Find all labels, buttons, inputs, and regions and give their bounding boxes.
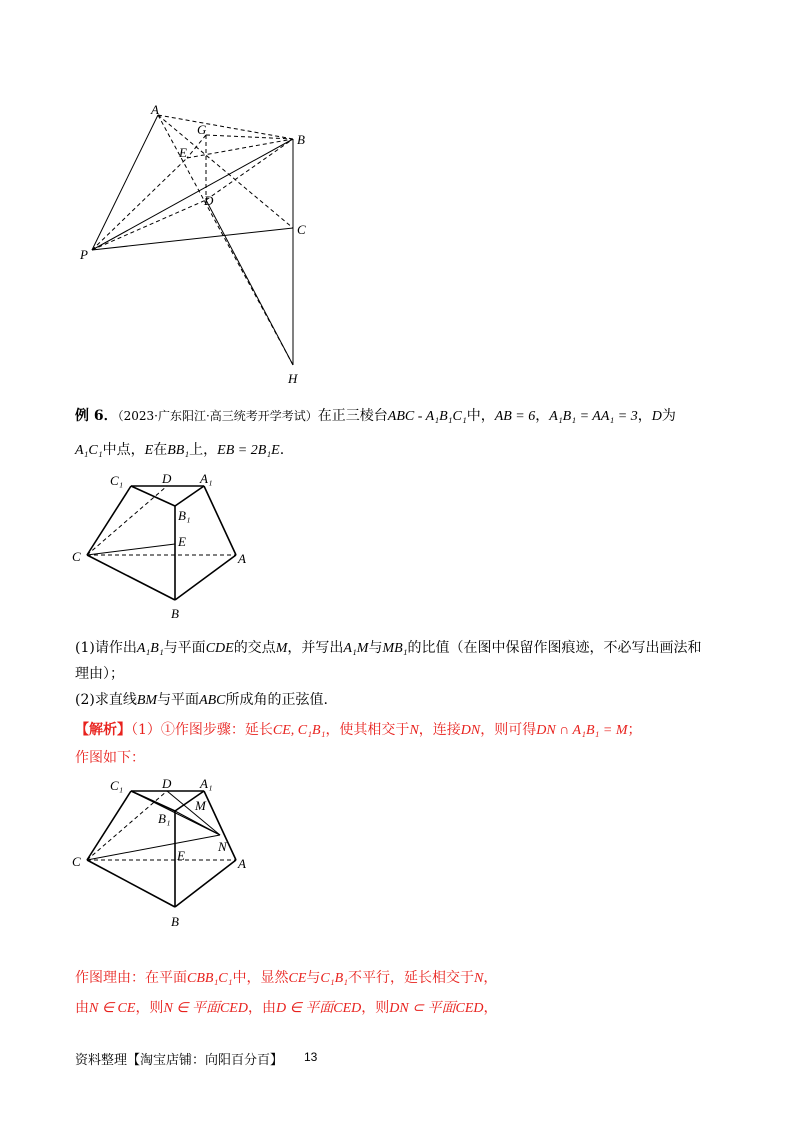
reasoning-text: ，由 bbox=[247, 1000, 276, 1016]
fig2-label-B1: B₁ bbox=[178, 508, 191, 523]
fig1-label-G: G bbox=[197, 122, 207, 137]
fig2-label-D: D bbox=[162, 471, 172, 486]
example-line-1 bbox=[75, 406, 676, 427]
solution-text: ； bbox=[627, 722, 642, 738]
line-bm: BM bbox=[136, 693, 158, 708]
fig1-label-D: D bbox=[204, 193, 214, 208]
vector-equation: EB = 2B₁E bbox=[217, 443, 280, 458]
figure-pyramid-1 bbox=[75, 100, 335, 390]
solution-figure-intro bbox=[75, 748, 145, 768]
solution-text: 作图如下： bbox=[75, 750, 145, 766]
n-in-plane-ced: N ∈ 平面CED bbox=[163, 1001, 248, 1016]
fig1-label-H: H bbox=[288, 371, 298, 386]
page-number: 13 bbox=[304, 1050, 318, 1064]
segment-dn: DN bbox=[460, 723, 481, 738]
point-d: D bbox=[651, 409, 662, 424]
question-2 bbox=[75, 690, 328, 711]
fig3-label-A: A bbox=[238, 856, 246, 871]
fig2-label-C1: C₁ bbox=[110, 473, 124, 488]
fig2-label-A1: A₁ bbox=[200, 471, 213, 486]
fig1-label-P: P bbox=[80, 247, 88, 262]
reasoning-text: 由 bbox=[75, 1000, 89, 1016]
example-text: 在 bbox=[153, 442, 168, 458]
fig3-label-N: N bbox=[218, 839, 227, 854]
fig3-label-C1: C₁ bbox=[110, 778, 124, 793]
fig1-label-E: E bbox=[179, 145, 187, 160]
figure-frustum-2 bbox=[70, 775, 260, 935]
solution-text: （1）①作图步骤：延长 bbox=[131, 722, 273, 738]
reasoning-text: 作图理由：在平面 bbox=[75, 970, 187, 986]
fig2-label-B: B bbox=[171, 606, 179, 621]
example-text: 上， bbox=[189, 442, 218, 458]
solution-line-1 bbox=[75, 720, 642, 741]
segment-mb1: MB₁ bbox=[382, 641, 408, 656]
example-source: （2023·广东阳江·高三统考开学考试） bbox=[117, 409, 318, 423]
segment-a1m: A₁M bbox=[343, 641, 369, 656]
point-e: E bbox=[144, 443, 154, 458]
example-text: 中， bbox=[466, 408, 495, 424]
fig2-label-A: A bbox=[238, 551, 246, 566]
solution-text: ，使其相交于 bbox=[325, 722, 410, 738]
example-text: ， bbox=[637, 408, 652, 424]
intersection-result: DN ∩ A₁B₁ = M bbox=[536, 723, 628, 738]
question-text: 与平面 bbox=[163, 640, 206, 656]
plane-cde: CDE bbox=[205, 641, 234, 656]
segments-ce-c1b1: CE, C₁B₁ bbox=[272, 723, 326, 738]
d-in-plane-ced: D ∈ 平面CED bbox=[275, 1001, 362, 1016]
fig3-label-M: M bbox=[195, 798, 206, 813]
fig2-label-E: E bbox=[178, 534, 186, 549]
question-text: 的交点 bbox=[233, 640, 276, 656]
example-label: 例 6． bbox=[75, 408, 118, 424]
a1b1-length: A₁B₁ = AA₁ = 3 bbox=[549, 409, 638, 424]
ab-length: AB = 6 bbox=[494, 409, 536, 424]
example-text: 在正三棱台 bbox=[317, 408, 388, 424]
reasoning-line-1 bbox=[75, 968, 497, 989]
reasoning-text: ， bbox=[483, 1000, 498, 1016]
fig1-label-A: A bbox=[151, 102, 159, 117]
question-1-line-1 bbox=[75, 638, 702, 659]
point-m: M bbox=[275, 641, 288, 656]
fig3-label-A1: A₁ bbox=[200, 776, 213, 791]
solution-text: ，连接 bbox=[418, 722, 461, 738]
plane-cbb1c1: CBB₁C₁ bbox=[187, 971, 233, 986]
fig2-label-C: C bbox=[72, 549, 81, 564]
reasoning-text: ，则 bbox=[135, 1000, 164, 1016]
solution-text: ，则可得 bbox=[480, 722, 537, 738]
segment-bb1: BB₁ bbox=[167, 443, 190, 458]
dn-subset-plane-ced: DN ⊂ 平面CED bbox=[389, 1001, 484, 1016]
fig3-label-B: B bbox=[171, 914, 179, 929]
reasoning-text: 中，显然 bbox=[232, 970, 289, 986]
segment-c1b1: C₁B₁ bbox=[320, 971, 349, 986]
example-line-2 bbox=[75, 440, 284, 461]
fig3-label-B1: B₁ bbox=[158, 811, 171, 826]
footer-source: 资料整理【淘宝店铺：向阳百分百】 bbox=[75, 1053, 284, 1068]
reasoning-text: 与 bbox=[306, 970, 321, 986]
question-text: 与平面 bbox=[157, 692, 200, 708]
question-text: 理由）； bbox=[75, 666, 124, 682]
question-text: (1)请作出 bbox=[75, 640, 137, 656]
example-text: ， bbox=[535, 408, 550, 424]
frustum-name: ABC - A₁B₁C₁ bbox=[387, 409, 467, 424]
segment-a1b1: A₁B₁ bbox=[136, 641, 164, 656]
n-in-ce: N ∈ CE bbox=[89, 1001, 136, 1016]
segment-a1c1: A₁C₁ bbox=[75, 443, 103, 458]
example-text: 中点， bbox=[102, 442, 145, 458]
question-text: ，并写出 bbox=[287, 640, 344, 656]
point-n: N bbox=[474, 971, 484, 986]
question-text: 与 bbox=[368, 640, 383, 656]
reasoning-text: ， bbox=[483, 970, 498, 986]
fig1-label-C: C bbox=[297, 222, 306, 237]
solution-tag: 【解析】 bbox=[75, 722, 131, 738]
point-n: N bbox=[409, 723, 419, 738]
question-text: 所成角的正弦值. bbox=[225, 692, 328, 708]
example-text: . bbox=[279, 442, 285, 458]
fig3-label-D: D bbox=[162, 776, 172, 791]
reasoning-text: 不平行，延长相交于 bbox=[348, 970, 475, 986]
reasoning-text: ，则 bbox=[361, 1000, 390, 1016]
question-1-line-2 bbox=[75, 664, 124, 684]
fig3-label-E: E bbox=[177, 848, 185, 863]
segment-ce: CE bbox=[288, 971, 307, 986]
reasoning-line-2 bbox=[75, 998, 497, 1019]
plane-abc: ABC bbox=[199, 693, 226, 708]
example-text: 为 bbox=[661, 408, 676, 424]
fig1-label-B: B bbox=[297, 132, 305, 147]
fig3-label-C: C bbox=[72, 854, 81, 869]
question-text: (2)求直线 bbox=[75, 692, 137, 708]
question-text: 的比值（在图中保留作图痕迹，不必写出画法和 bbox=[407, 640, 702, 656]
figure-frustum-1 bbox=[70, 470, 260, 625]
